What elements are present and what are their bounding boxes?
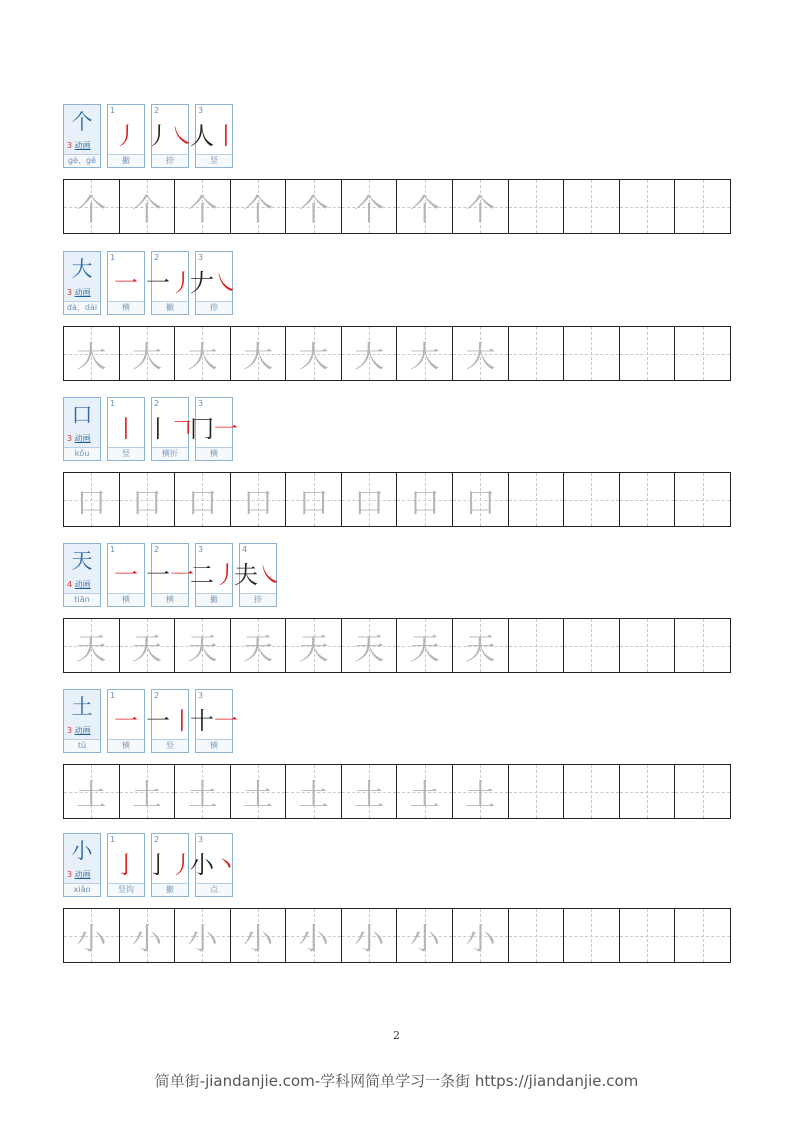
trace-character: 个 [298, 192, 329, 228]
practice-cell[interactable] [675, 619, 730, 672]
stroke-name: 横 [196, 739, 232, 752]
character-glyph: 大 [71, 257, 93, 281]
previous-strokes: 𠂇 [190, 268, 214, 297]
pinyin: xiǎo [64, 883, 100, 896]
practice-cell[interactable] [675, 909, 730, 962]
step-number: 2 [154, 545, 160, 554]
stroke-step-card [146, 104, 194, 168]
current-stroke: 丿 [170, 268, 194, 297]
stroke-order-row [63, 689, 731, 753]
practice-cell[interactable] [675, 327, 730, 380]
stroke-name: 竖 [108, 447, 144, 460]
stroke-name: 撇 [108, 154, 144, 167]
step-number: 2 [154, 835, 160, 844]
trace-character: 天 [243, 631, 274, 667]
step-glyph [234, 553, 282, 591]
stroke-step-card [146, 543, 194, 607]
practice-grid [63, 326, 731, 381]
trace-character: 口 [465, 485, 496, 521]
step-glyph [190, 114, 238, 152]
character-glyph: 天 [71, 549, 93, 573]
stroke-order-row [63, 251, 731, 315]
pinyin: tiān [64, 593, 100, 606]
trace-character: 土 [465, 777, 496, 813]
stroke-step-card [146, 251, 194, 315]
current-stroke: 丨 [170, 706, 194, 735]
animation-label: 动画 [74, 141, 91, 150]
practice-cell[interactable] [342, 180, 398, 233]
practice-cell[interactable] [64, 180, 120, 233]
stroke-order-row [63, 833, 731, 897]
practice-cell[interactable] [120, 327, 176, 380]
character-section [63, 397, 731, 521]
practice-cell[interactable] [231, 909, 287, 962]
practice-cell[interactable] [397, 180, 453, 233]
stroke-step-card [107, 689, 145, 753]
stroke-count: 3 [67, 434, 73, 443]
previous-strokes: 丨 [146, 414, 170, 443]
practice-cell[interactable] [342, 619, 398, 672]
stroke-step-card [190, 251, 238, 315]
trace-character: 大 [187, 339, 218, 375]
previous-strokes: 亅 [146, 850, 170, 879]
practice-cell[interactable] [509, 619, 565, 672]
trace-character: 口 [131, 485, 162, 521]
practice-cell[interactable] [175, 619, 231, 672]
practice-cell[interactable] [564, 473, 620, 526]
step-number: 3 [198, 399, 204, 408]
practice-cell[interactable] [397, 619, 453, 672]
stroke-name: 点 [196, 883, 232, 896]
step-glyph [146, 699, 194, 737]
animation-label: 动画 [74, 870, 91, 879]
stroke-step-card [146, 689, 194, 753]
practice-cell[interactable] [175, 909, 231, 962]
stroke-count: 4 [67, 580, 73, 589]
step-number: 1 [110, 835, 116, 844]
character-card[interactable] [63, 833, 101, 897]
stroke-count-link[interactable] [67, 869, 91, 880]
step-glyph [146, 114, 194, 152]
previous-strokes: 小 [190, 850, 214, 879]
trace-character: 土 [131, 777, 162, 813]
character-card[interactable] [63, 104, 101, 168]
trace-character: 小 [187, 921, 218, 957]
practice-cell[interactable] [120, 473, 176, 526]
stroke-step-card [190, 833, 238, 897]
stroke-step-card [190, 543, 238, 607]
stroke-count-link[interactable] [67, 725, 91, 736]
character-card[interactable] [63, 251, 101, 315]
current-stroke: 亅 [114, 850, 138, 879]
step-glyph [146, 843, 194, 881]
practice-cell[interactable] [397, 765, 453, 818]
practice-cell[interactable] [453, 180, 509, 233]
practice-cell[interactable] [342, 473, 398, 526]
trace-character: 土 [76, 777, 107, 813]
trace-character: 土 [243, 777, 274, 813]
stroke-name: 撇 [152, 883, 188, 896]
pinyin: gè、gě [64, 154, 100, 167]
current-stroke: 丶 [214, 850, 238, 879]
trace-character: 小 [354, 921, 385, 957]
practice-cell[interactable] [120, 619, 176, 672]
footer-text: 简单街-jiandanjie.com-学科网简单学习一条街 https://jiandanjie.com [154, 1072, 639, 1090]
character-glyph: 小 [71, 839, 93, 863]
step-number: 3 [198, 691, 204, 700]
practice-cell[interactable] [286, 180, 342, 233]
trace-character: 大 [131, 339, 162, 375]
practice-cell[interactable] [675, 765, 730, 818]
step-glyph [190, 699, 238, 737]
previous-strokes: 冂 [190, 414, 214, 443]
trace-character: 小 [131, 921, 162, 957]
practice-cell[interactable] [286, 619, 342, 672]
practice-cell[interactable] [509, 765, 565, 818]
step-glyph [108, 407, 144, 445]
practice-cell[interactable] [342, 765, 398, 818]
trace-character: 大 [354, 339, 385, 375]
trace-character: 个 [354, 192, 385, 228]
stroke-step-card [107, 251, 145, 315]
stroke-name: 横 [108, 593, 144, 606]
practice-cell[interactable] [64, 327, 120, 380]
step-number: 1 [110, 545, 116, 554]
practice-cell[interactable] [397, 327, 453, 380]
character-card[interactable] [63, 397, 101, 461]
practice-cell[interactable] [286, 909, 342, 962]
practice-cell[interactable] [620, 619, 676, 672]
trace-character: 小 [76, 921, 107, 957]
stroke-step-card [107, 104, 145, 168]
step-number: 3 [198, 253, 204, 262]
current-stroke: ㇏ [170, 121, 194, 150]
previous-strokes: 一 [146, 268, 170, 297]
trace-character: 口 [298, 485, 329, 521]
practice-grid [63, 618, 731, 673]
page-number: 2 [393, 1029, 400, 1042]
current-stroke: 丿 [114, 121, 138, 150]
practice-cell[interactable] [509, 327, 565, 380]
step-number: 1 [110, 691, 116, 700]
practice-cell[interactable] [175, 765, 231, 818]
practice-cell[interactable] [675, 180, 730, 233]
stroke-count-link[interactable] [67, 579, 91, 590]
practice-cell[interactable] [675, 473, 730, 526]
practice-cell[interactable] [509, 473, 565, 526]
trace-character: 口 [354, 485, 385, 521]
trace-character: 天 [409, 631, 440, 667]
practice-cell[interactable] [620, 909, 676, 962]
trace-character: 口 [76, 485, 107, 521]
stroke-name: 竖 [196, 154, 232, 167]
stroke-step-card [107, 397, 145, 461]
character-section [63, 251, 731, 375]
trace-character: 土 [409, 777, 440, 813]
practice-cell[interactable] [509, 909, 565, 962]
animation-label: 动画 [74, 580, 91, 589]
practice-cell[interactable] [120, 909, 176, 962]
current-stroke: 丨 [214, 121, 238, 150]
current-stroke: 一 [214, 414, 238, 443]
current-stroke: 一 [170, 560, 194, 589]
trace-character: 天 [354, 631, 385, 667]
practice-cell[interactable] [231, 765, 287, 818]
step-glyph [108, 843, 144, 881]
character-section [63, 543, 731, 667]
practice-cell[interactable] [231, 327, 287, 380]
stroke-name: 撇 [152, 301, 188, 314]
practice-cell[interactable] [286, 473, 342, 526]
character-card[interactable] [63, 689, 101, 753]
practice-cell[interactable] [453, 473, 509, 526]
practice-cell[interactable] [286, 327, 342, 380]
step-number: 2 [154, 399, 160, 408]
trace-character: 口 [409, 485, 440, 521]
practice-cell[interactable] [342, 909, 398, 962]
trace-character: 个 [409, 192, 440, 228]
step-glyph [190, 843, 238, 881]
current-stroke: 丿 [214, 560, 238, 589]
step-glyph [190, 553, 238, 591]
stroke-step-card [107, 833, 145, 897]
step-glyph [146, 407, 194, 445]
step-glyph [190, 407, 238, 445]
trace-character: 大 [243, 339, 274, 375]
trace-character: 土 [298, 777, 329, 813]
trace-character: 小 [465, 921, 496, 957]
stroke-count-link[interactable] [67, 433, 91, 444]
step-number: 3 [198, 106, 204, 115]
practice-cell[interactable] [564, 909, 620, 962]
stroke-name: 横折 [152, 447, 188, 460]
stroke-name: 捺 [152, 154, 188, 167]
animation-label: 动画 [74, 726, 91, 735]
trace-character: 大 [298, 339, 329, 375]
practice-cell[interactable] [64, 909, 120, 962]
trace-character: 小 [409, 921, 440, 957]
previous-strokes: 一 [146, 706, 170, 735]
practice-cell[interactable] [564, 180, 620, 233]
pinyin: dà、dài [64, 301, 100, 314]
practice-cell[interactable] [564, 765, 620, 818]
trace-character: 天 [465, 631, 496, 667]
step-glyph [108, 553, 144, 591]
practice-cell[interactable] [120, 765, 176, 818]
stroke-step-card [107, 543, 145, 607]
practice-cell[interactable] [620, 765, 676, 818]
previous-strokes: 十 [190, 706, 214, 735]
trace-character: 小 [298, 921, 329, 957]
trace-character: 口 [187, 485, 218, 521]
stroke-count: 3 [67, 141, 73, 150]
step-number: 1 [110, 106, 116, 115]
stroke-name: 竖钩 [108, 883, 144, 896]
stroke-name: 横 [108, 301, 144, 314]
trace-character: 土 [354, 777, 385, 813]
animation-label: 动画 [74, 288, 91, 297]
current-stroke: 丨 [114, 414, 138, 443]
stroke-name: 捺 [196, 301, 232, 314]
current-stroke: 一 [114, 560, 138, 589]
stroke-step-card [190, 689, 238, 753]
practice-cell[interactable] [175, 327, 231, 380]
step-number: 2 [154, 253, 160, 262]
trace-character: 个 [76, 192, 107, 228]
step-glyph [108, 261, 144, 299]
step-glyph [108, 114, 144, 152]
current-stroke: 𠃍 [170, 414, 194, 443]
step-glyph [108, 699, 144, 737]
previous-strokes: 夫 [234, 560, 258, 589]
step-number: 4 [242, 545, 248, 554]
stroke-step-card [234, 543, 282, 607]
stroke-count: 3 [67, 870, 73, 879]
trace-character: 大 [76, 339, 107, 375]
trace-character: 个 [131, 192, 162, 228]
step-glyph [146, 261, 194, 299]
trace-character: 天 [76, 631, 107, 667]
trace-character: 大 [409, 339, 440, 375]
stroke-step-card [190, 104, 238, 168]
practice-cell[interactable] [564, 327, 620, 380]
stroke-count-link[interactable] [67, 287, 91, 298]
current-stroke: 一 [114, 268, 138, 297]
trace-character: 土 [187, 777, 218, 813]
step-number: 1 [110, 399, 116, 408]
trace-character: 天 [187, 631, 218, 667]
practice-cell[interactable] [453, 327, 509, 380]
character-card[interactable] [63, 543, 101, 607]
practice-cell[interactable] [397, 909, 453, 962]
step-number: 3 [198, 835, 204, 844]
practice-cell[interactable] [342, 327, 398, 380]
practice-cell[interactable] [620, 180, 676, 233]
practice-grid [63, 179, 731, 234]
stroke-count-link[interactable] [67, 140, 91, 151]
practice-cell[interactable] [397, 473, 453, 526]
stroke-name: 横 [108, 739, 144, 752]
practice-cell[interactable] [231, 180, 287, 233]
character-section [63, 689, 731, 813]
current-stroke: ㇏ [214, 268, 238, 297]
practice-grid [63, 472, 731, 527]
stroke-count: 3 [67, 288, 73, 297]
animation-label: 动画 [74, 434, 91, 443]
practice-cell[interactable] [620, 473, 676, 526]
previous-strokes: 丿 [146, 121, 170, 150]
step-number: 2 [154, 691, 160, 700]
stroke-name: 竖 [152, 739, 188, 752]
current-stroke: 丿 [170, 850, 194, 879]
current-stroke: 一 [114, 706, 138, 735]
practice-cell[interactable] [175, 473, 231, 526]
step-glyph [146, 553, 194, 591]
pinyin: tǔ [64, 739, 100, 752]
practice-cell[interactable] [620, 327, 676, 380]
character-glyph: 土 [71, 695, 93, 719]
stroke-count: 3 [67, 726, 73, 735]
character-glyph: 口 [71, 403, 93, 427]
stroke-order-row [63, 397, 731, 461]
character-glyph: 个 [71, 110, 93, 134]
previous-strokes: 一 [146, 560, 170, 589]
trace-character: 天 [298, 631, 329, 667]
trace-character: 个 [243, 192, 274, 228]
practice-cell[interactable] [453, 909, 509, 962]
practice-cell[interactable] [453, 765, 509, 818]
practice-grid [63, 764, 731, 819]
practice-cell[interactable] [231, 619, 287, 672]
practice-cell[interactable] [564, 619, 620, 672]
practice-cell[interactable] [231, 473, 287, 526]
previous-strokes: 人 [190, 121, 214, 150]
trace-character: 口 [243, 485, 274, 521]
stroke-order-row [63, 543, 731, 607]
trace-character: 个 [465, 192, 496, 228]
practice-cell[interactable] [120, 180, 176, 233]
trace-character: 小 [243, 921, 274, 957]
trace-character: 个 [187, 192, 218, 228]
practice-cell[interactable] [64, 473, 120, 526]
stroke-step-card [146, 397, 194, 461]
step-number: 3 [198, 545, 204, 554]
stroke-step-card [190, 397, 238, 461]
practice-cell[interactable] [64, 765, 120, 818]
stroke-name: 横 [196, 447, 232, 460]
practice-cell[interactable] [64, 619, 120, 672]
current-stroke: 一 [214, 706, 238, 735]
step-number: 2 [154, 106, 160, 115]
trace-character: 大 [465, 339, 496, 375]
stroke-name: 横 [152, 593, 188, 606]
character-section [63, 104, 731, 228]
pinyin: kǒu [64, 447, 100, 460]
practice-cell[interactable] [509, 180, 565, 233]
stroke-name: 撇 [196, 593, 232, 606]
stroke-step-card [146, 833, 194, 897]
character-section [63, 833, 731, 957]
practice-grid [63, 908, 731, 963]
step-glyph [190, 261, 238, 299]
previous-strokes: 二 [190, 560, 214, 589]
step-number: 1 [110, 253, 116, 262]
stroke-name: 捺 [240, 593, 276, 606]
practice-cell[interactable] [453, 619, 509, 672]
practice-cell[interactable] [175, 180, 231, 233]
practice-cell[interactable] [286, 765, 342, 818]
current-stroke: ㇏ [258, 560, 282, 589]
trace-character: 天 [131, 631, 162, 667]
stroke-order-row [63, 104, 731, 168]
